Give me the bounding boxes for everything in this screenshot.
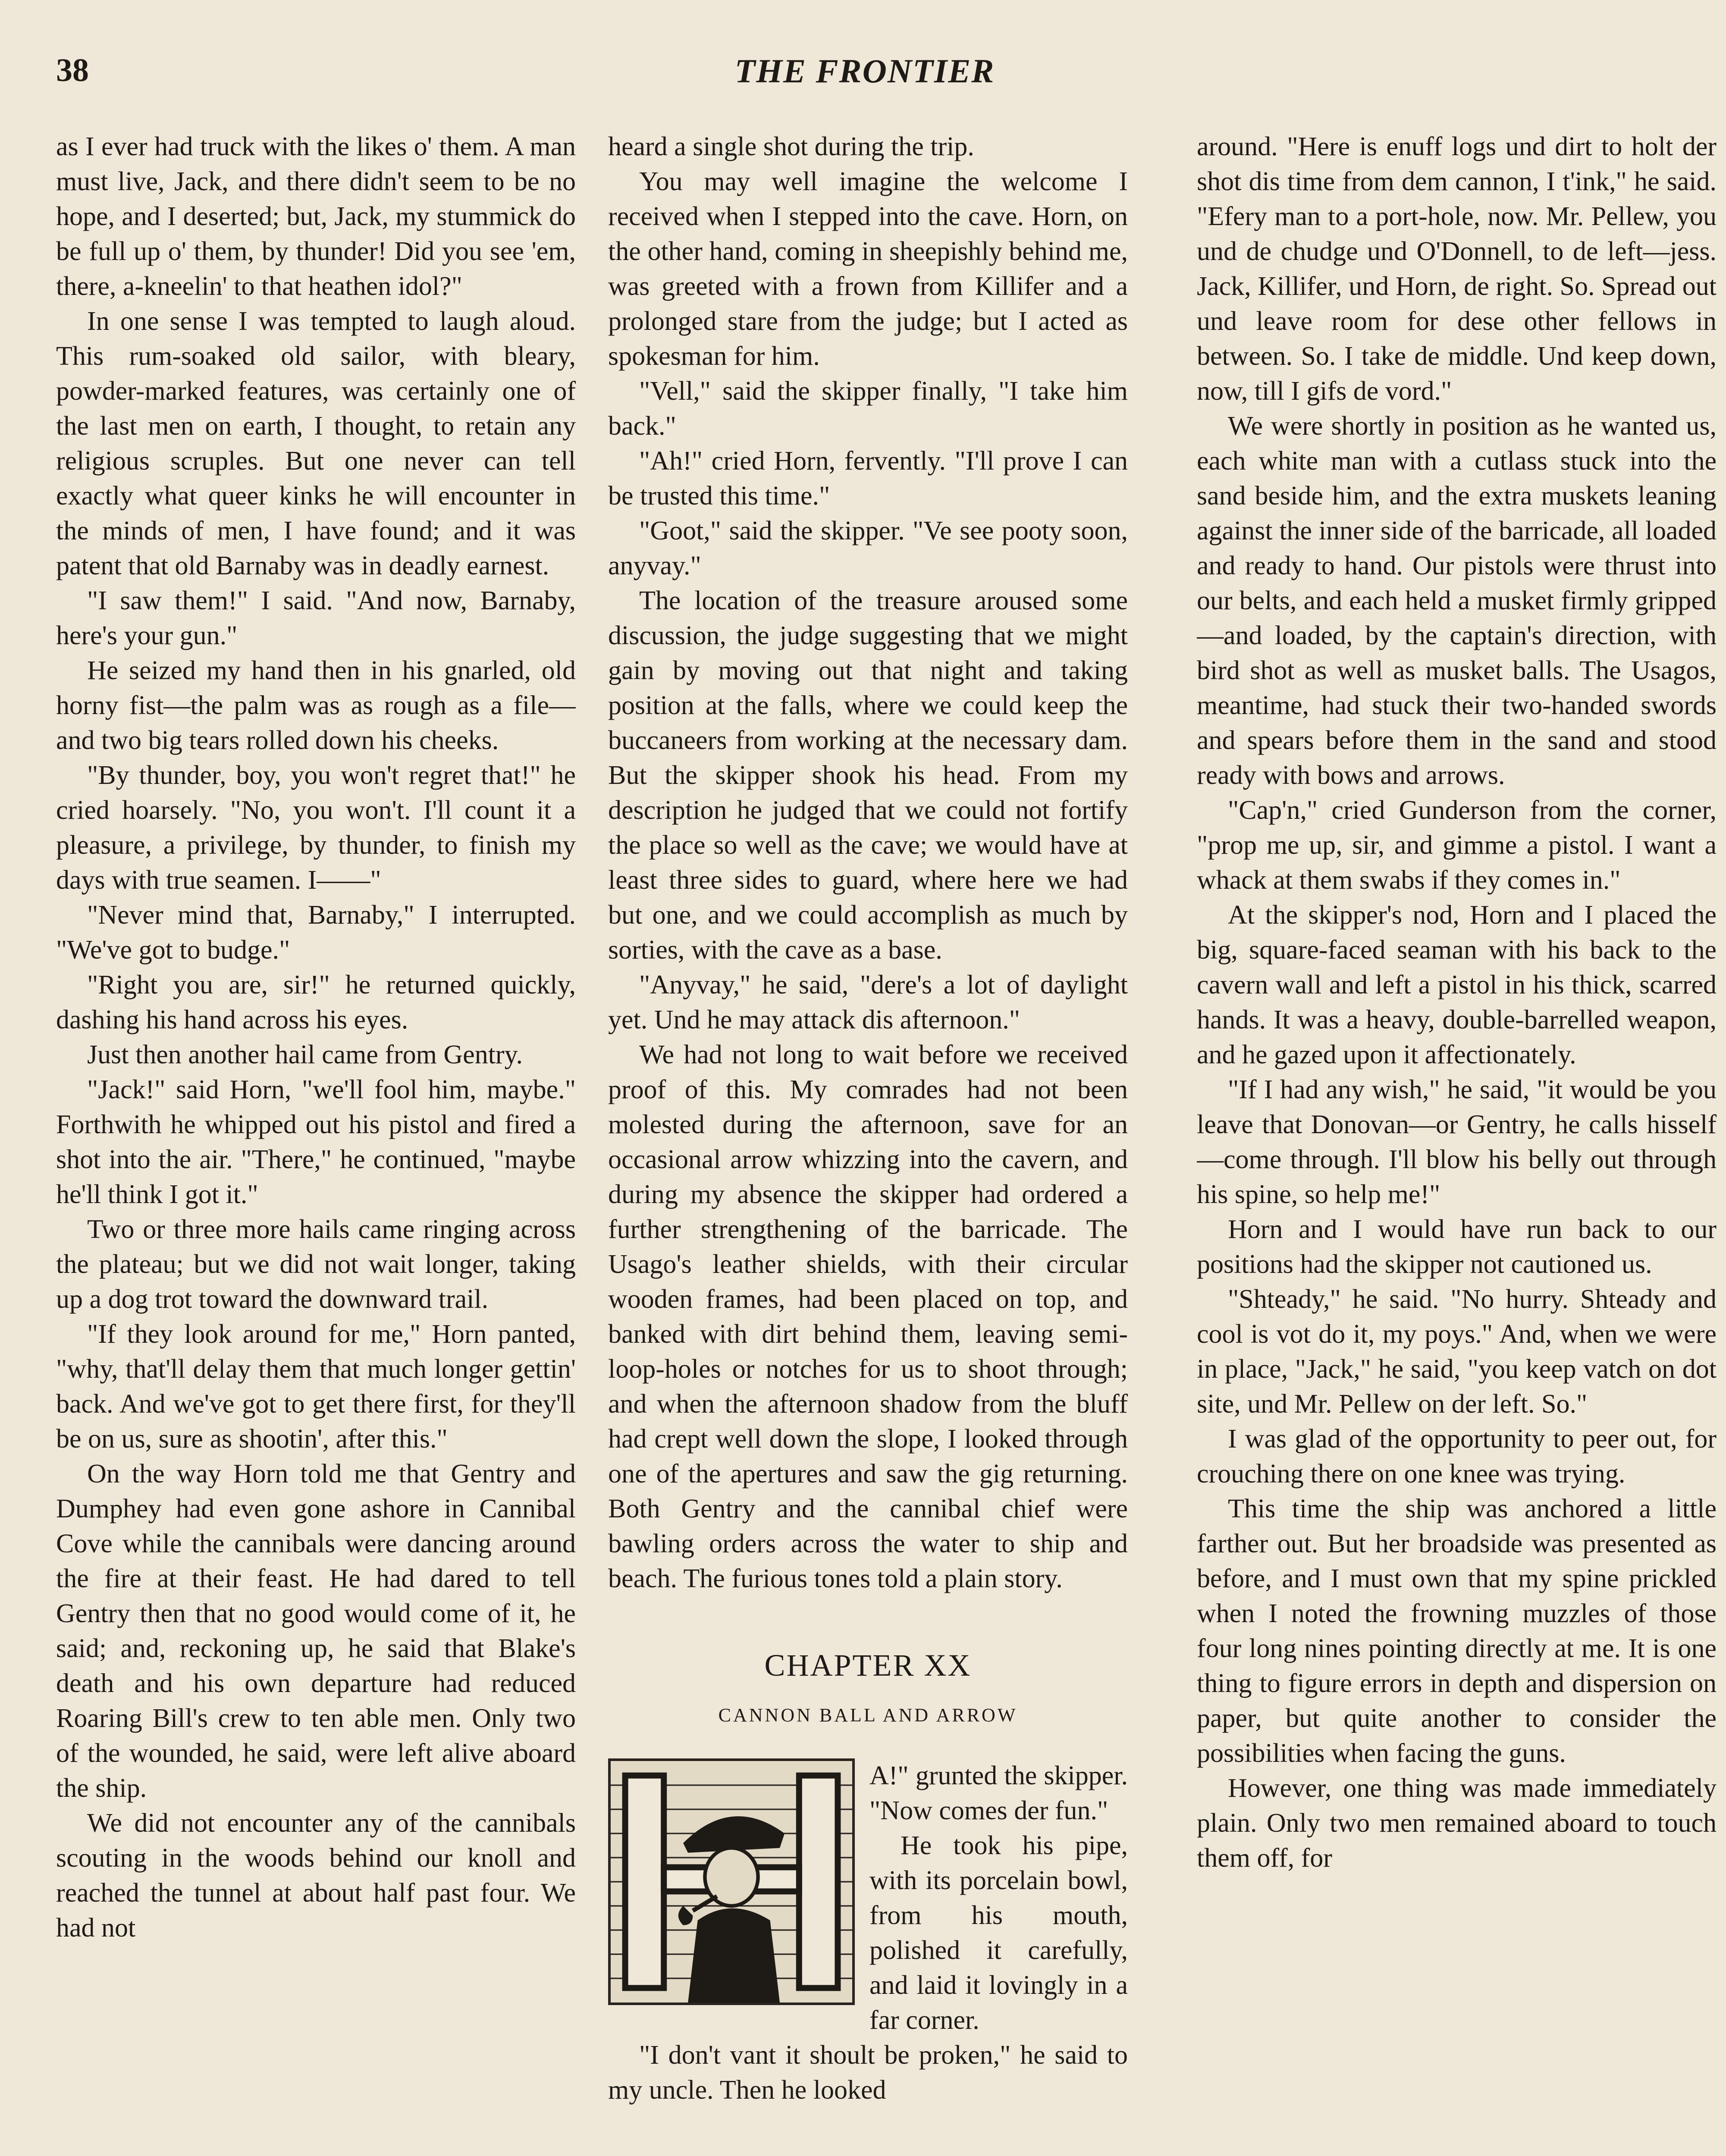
paragraph: "Jack!" said Horn, "we'll fool him, maybe." Forthwith he whipped out his pistol and fired a shot into the air. "There," he continued, "maybe he'll think I got it." xyxy=(56,1075,576,1209)
paragraph: We had not long to wait before we received proof of this. My comrades had not been molested during the afternoon, save for an occasional arrow whizzing into the cavern, and during my absence the skipper had ordered a further strengthening of the barricade. The Usago's leather shields, with their circular wooden frames, had been placed on top, and banked with dirt behind them, leaving semi-loop-holes or notches for us to shoot through; and when the afternoon shadow from the bluff had crept well down the slope, I looked through one of the apertures and saw the gig returning. Both Gentry and the cannibal chief were bawling orders across the water to ship and beach. The furious tones told a plain story. xyxy=(608,1040,1128,1593)
page-header xyxy=(56,52,1673,103)
paragraph: "Anyvay," he said, "dere's a lot of daylight yet. Und he may attack dis afternoon." xyxy=(608,970,1128,1034)
paragraph: At the skipper's nod, Horn and I placed the big, square-faced seaman with his back to the cavern wall and left a pistol in his thick, scarred hands. It was a heavy, double-barrelled weapon, and he gazed upon it affectionately. xyxy=(1197,900,1717,1069)
paragraph: We did not encounter any of the cannibals scouting in the woods behind our knoll and reached the tunnel at about half past four. We had not xyxy=(56,1808,576,1943)
paragraph: heard a single shot during the trip. xyxy=(608,132,974,161)
paragraph: Just then another hail came from Gentry. xyxy=(87,1040,523,1069)
paragraph: We were shortly in position as he wanted us, each white man with a cutlass stuck into the sand beside him, and the extra muskets leaning against the inner side of the barricade, all loaded and ready to hand. Our pistols were thrust into our belts, and each held a musket firmly gripped—and loaded, by the captain's direction, with bird shot as well as musket balls. The Usagos, meantime, had stuck their two-handed swords and spears before them in the sand and stood ready with bows and arrows. xyxy=(1197,411,1717,790)
paragraph: You may well imagine the welcome I received when I stepped into the cave. Horn, on the other hand, coming in sheepishly behind me, was greeted with a frown from Killifer and a prolonged stare from the judge; but I acted as spokesman for him. xyxy=(608,167,1128,371)
paragraph: "Vell," said the skipper finally, "I take him back." xyxy=(608,376,1128,441)
paragraph: "Ah!" cried Horn, fervently. "I'll prove I can be trusted this time." xyxy=(608,446,1128,511)
paragraph: "By thunder, boy, you won't regret that!" he cried hoarsely. "No, you won't. I'll count it a pleasure, a privilege, by thunder, to finish my days with true seamen. I——" xyxy=(56,761,576,895)
paragraph: He seized my hand then in his gnarled, old horny fist—the palm was as rough as a file—and two big tears rolled down his cheeks. xyxy=(56,656,576,755)
column-3 xyxy=(1197,129,1717,2156)
paragraph: "I saw them!" I said. "And now, Barnaby, here's your gun." xyxy=(56,586,576,650)
paragraph: I was glad of the opportunity to peer out, for crouching there on one knee was trying. xyxy=(1197,1424,1717,1489)
drop-cap-illustration xyxy=(608,1758,855,2005)
paragraph: He took his pipe, with its porcelain bowl, from his mouth, polished it carefully, and laid it lovingly in a far corner. xyxy=(869,1831,1128,2035)
paragraph: Horn and I would have run back to our positions had the skipper not cautioned us. xyxy=(1197,1215,1717,1279)
paragraph: "Cap'n," cried Gunderson from the corner, "prop me up, sir, and gimme a pistol. I want a whack at them swabs if they comes in." xyxy=(1197,796,1717,895)
paragraph: around. "Here is enuff logs und dirt to holt der shot dis time from dem cannon, I t'ink," he said. "Efery man to a port-hole, now. Mr. Pellew, you und de chudge und O'Donnell, to de left—jess. Jack, Killifer, und Horn, de right. So. Spread out und leave room for dese other fellows in between. So. I take de middle. Und keep down, now, till I gifs de vord." xyxy=(1197,132,1717,406)
paragraph: "If I had any wish," he said, "it would be you leave that Donovan—or Gentry, he calls hisself—come through. I'll blow his belly out through his spine, so help me!" xyxy=(1197,1075,1717,1209)
paragraph: "If they look around for me," Horn panted, "why, that'll delay them that much longer gettin' back. And we've got to get there first, for they'll be on us, sure as shootin', after this." xyxy=(56,1319,576,1454)
paragraph: "Shteady," he said. "No hurry. Shteady and cool is vot do it, my poys." And, when we were in place, "Jack," he said, "you keep vatch on dot site, und Mr. Pellew on der left. So." xyxy=(1197,1285,1717,1419)
chapter-subtitle: CANNON BALL AND ARROW xyxy=(718,1705,1018,1726)
illustrated-letter-h-icon xyxy=(611,1761,852,2002)
column-1 xyxy=(56,129,576,2156)
magazine-title: THE FRONTIER xyxy=(734,52,995,90)
paragraph: This time the ship was anchored a little farther out. But her broadside was presented as before, and I must own that my spine prickled when I noted the frowning muzzles of those four long nines pointing directly at me. It is one thing to figure errors in depth and dispersion on paper, but quite another to consider the possibilities when facing the guns. xyxy=(1197,1494,1717,1768)
paragraph: However, one thing was made immediately plain. Only two men remained aboard to touch them off, for xyxy=(1197,1774,1717,1873)
column-2 xyxy=(608,129,1128,2156)
paragraph: The location of the treasure aroused some discussion, the judge suggesting that we might gain by moving out that night and taking position at the falls, where we could keep the buccaneers from working at the necessary dam. But the skipper shook his head. From my description he judged that we could not fortify the place so well as the cave; we would have at least three sides to guard, where here we had but one, and we could accomplish as much by sorties, with the cave as a base. xyxy=(608,586,1128,965)
paragraph: "Never mind that, Barnaby," I interrupted. "We've got to budge." xyxy=(56,900,576,965)
paragraph: "I don't vant it shoult be proken," he said to my uncle. Then he looked xyxy=(608,2040,1128,2105)
paragraph: "Goot," said the skipper. "Ve see pooty soon, anyvay." xyxy=(608,516,1128,580)
chapter-heading: CHAPTER XX xyxy=(764,1648,972,1683)
paragraph: In one sense I was tempted to laugh aloud. This rum-soaked old sailor, with bleary, powder-marked features, was certainly one of the last men on earth, I thought, to retain any religious scruples. But one never can tell exactly what queer kinks he will encounter in the minds of men, I have found; and it was patent that old Barnaby was in deadly earnest. xyxy=(56,307,576,580)
paragraph: A!" grunted the skipper. "Now comes der fun." xyxy=(869,1761,1128,1825)
paragraph: "Right you are, sir!" he returned quickly, dashing his hand across his eyes. xyxy=(56,970,576,1034)
paragraph: as I ever had truck with the likes o' them. A man must live, Jack, and there didn't seem to be no hope, and I deserted; but, Jack, my stummick do be full up o' them, by thunder! Did you see 'em, there, a-kneelin' to that heathen idol?" xyxy=(56,132,576,301)
paragraph: Two or three more hails came ringing across the plateau; but we did not wait longer, taking up a dog trot toward the downward trail. xyxy=(56,1215,576,1314)
paragraph: On the way Horn told me that Gentry and Dumphey had even gone ashore in Cannibal Cove while the cannibals were dancing around the fire at their feast. He had dared to tell Gentry then that no good would come of it, he said; and, reckoning up, he said that Blake's death and his own departure had reduced Roaring Bill's crew to ten able men. Only two of the wounded, he said, were left alive aboard the ship. xyxy=(56,1459,576,1803)
page-number: 38 xyxy=(56,52,89,88)
